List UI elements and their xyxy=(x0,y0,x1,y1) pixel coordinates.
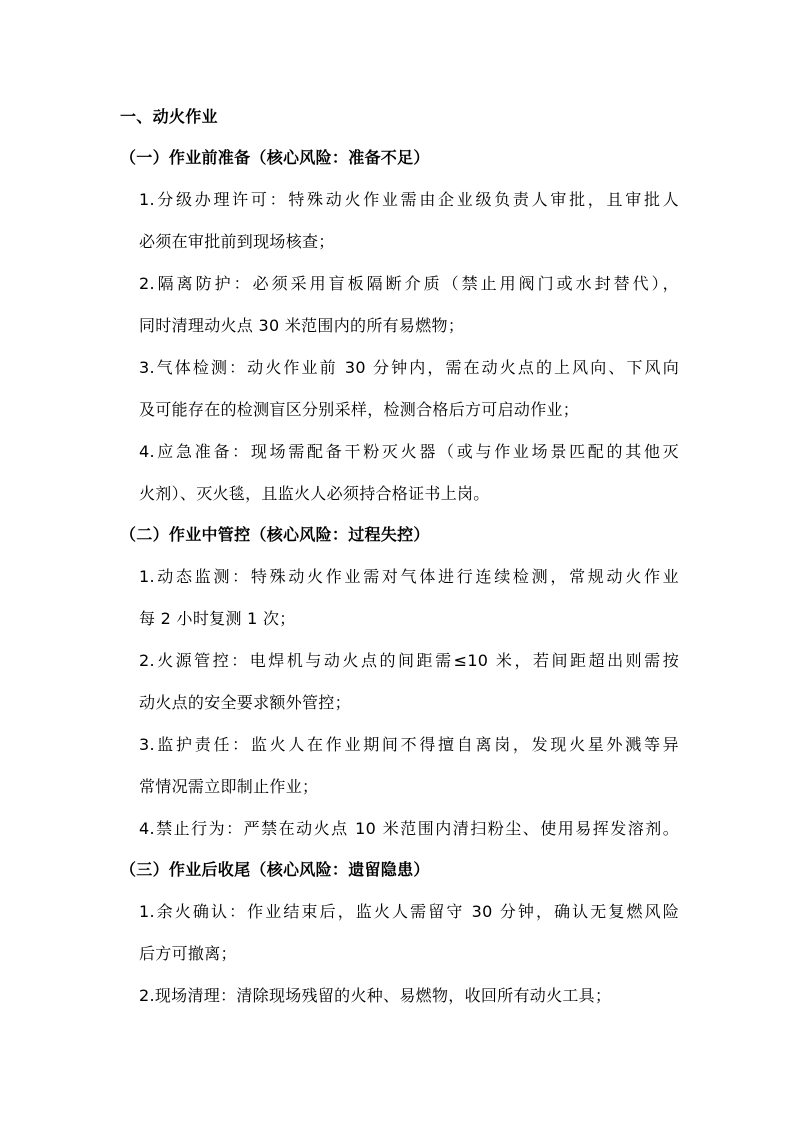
s2-p1-line1: 1.动态监测：特殊动火作业需对气体进行连续检测，常规动火作业 xyxy=(139,567,679,586)
section-2-title: （二）作业中管控（核心风险：过程失控） xyxy=(120,525,430,544)
s1-p3-line2: 及可能存在的检测盲区分别采样，检测合格后方可启动作业； xyxy=(139,400,580,419)
s1-p4-line1: 4.应急准备：现场需配备干粉灭火器（或与作业场景匹配的其他灭 xyxy=(139,442,679,461)
s2-p2-line2: 动火点的安全要求额外管控； xyxy=(139,693,351,712)
s1-p1-line1: 1.分级办理许可：特殊动火作业需由企业级负责人审批，且审批人 xyxy=(139,190,679,209)
s1-p2-line2: 同时清理动火点 30 米范围内的所有易燃物； xyxy=(139,316,465,335)
s2-p1-line2: 每 2 小时复测 1 次； xyxy=(139,609,296,628)
s1-p4-line2: 火剂）、灭火毯，且监火人必须持合格证书上岗。 xyxy=(139,484,490,503)
section-1-title: （一）作业前准备（核心风险：准备不足） xyxy=(120,148,430,167)
s2-p3-line2: 常情况需立即制止作业； xyxy=(139,777,319,796)
s3-p1-line1: 1.余火确认：作业结束后，监火人需留守 30 分钟，确认无复燃风险 xyxy=(139,902,679,921)
s2-p3-line1: 3.监护责任：监火人在作业期间不得擅自离岗，发现火星外溅等异 xyxy=(139,735,679,754)
s1-p3-line1: 3.气体检测：动火作业前 30 分钟内，需在动火点的上风向、下风向 xyxy=(139,358,679,377)
s2-p4-line1: 4.禁止行为：严禁在动火点 10 米范围内清扫粉尘、使用易挥发溶剂。 xyxy=(139,819,679,838)
s1-p1-line2: 必须在审批前到现场核查； xyxy=(139,232,335,251)
s1-p2-line1: 2.隔离防护：必须采用盲板隔断介质（禁止用阀门或水封替代）， xyxy=(139,274,679,293)
s3-p2-line1: 2.现场清理：清除现场残留的火种、易燃物，收回所有动火工具； xyxy=(139,986,612,1005)
section-3-title: （三）作业后收尾（核心风险：遗留隐患） xyxy=(120,860,430,879)
s2-p2-line1: 2.火源管控：电焊机与动火点的间距需≤10 米，若间距超出则需按 xyxy=(139,651,679,670)
main-heading: 一、动火作业 xyxy=(120,107,218,126)
s3-p1-line2: 后方可撤离； xyxy=(139,944,237,963)
